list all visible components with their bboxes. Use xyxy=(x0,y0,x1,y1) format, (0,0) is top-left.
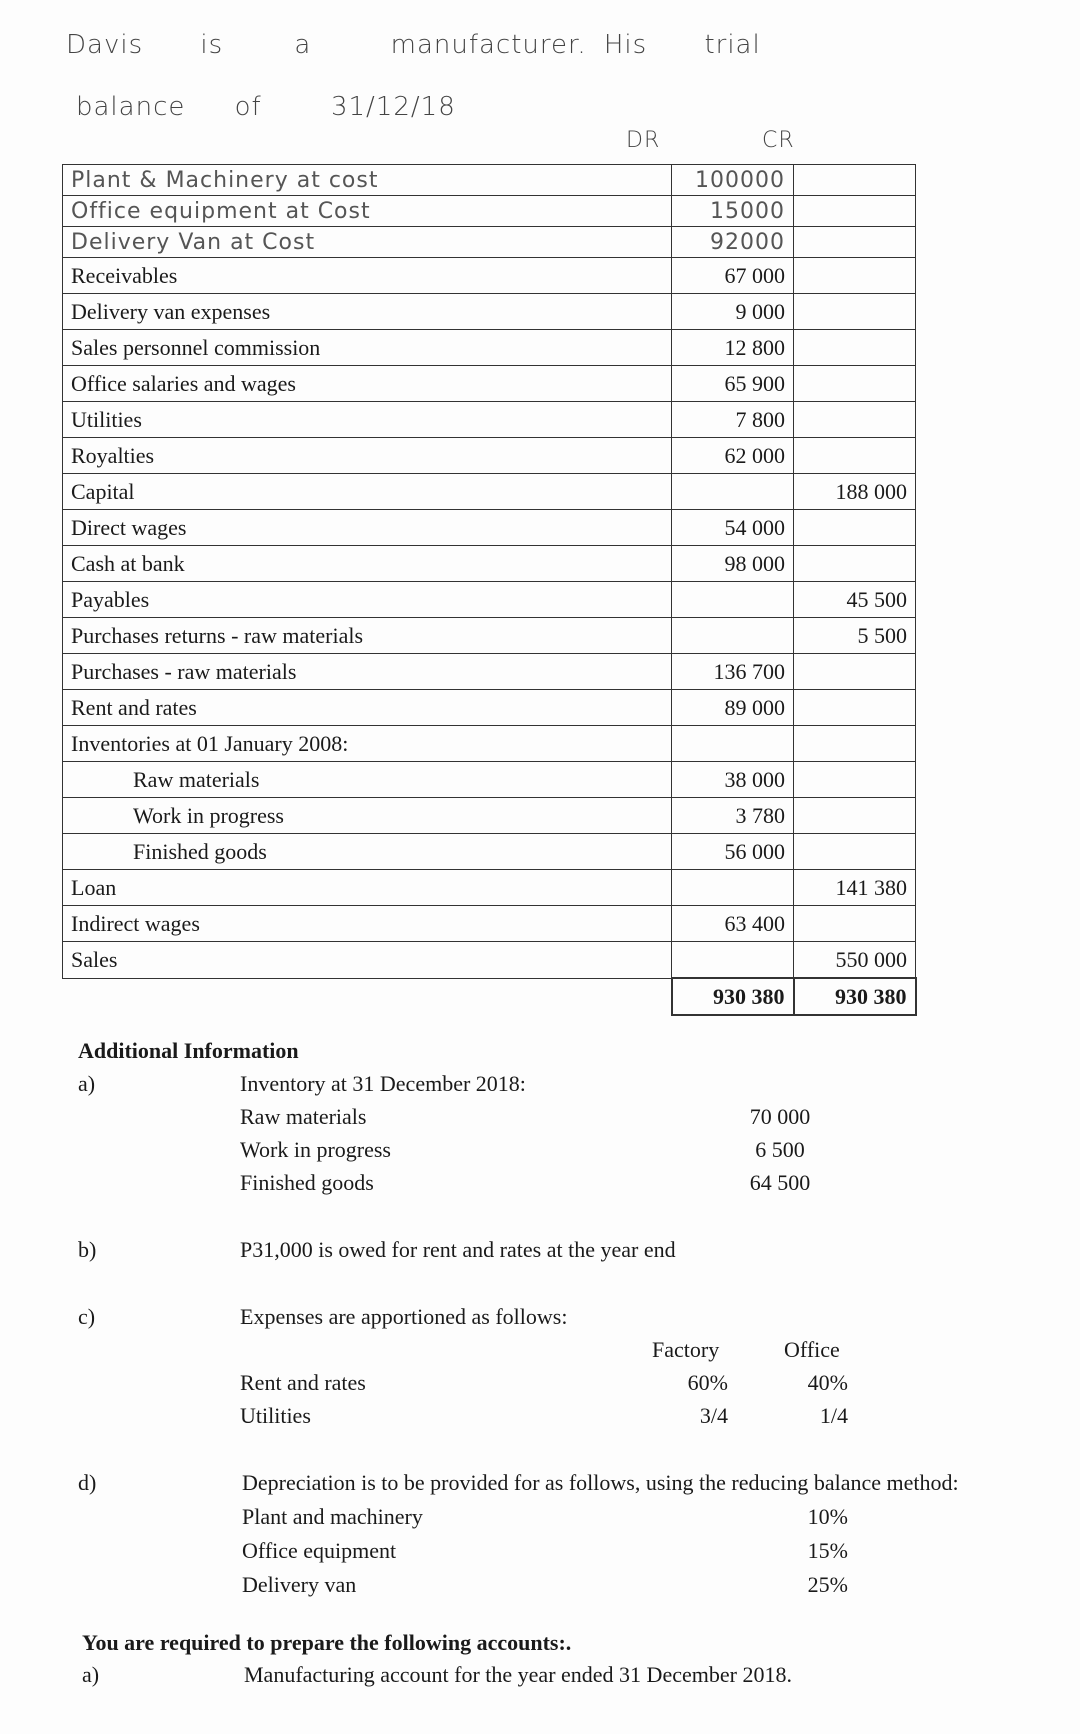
account-name: Finished goods xyxy=(63,834,672,870)
debit-amount: 15000 xyxy=(672,196,794,227)
debit-amount: 7 800 xyxy=(672,402,794,438)
inventory-label: Raw materials xyxy=(240,1104,367,1129)
heading-word: trial xyxy=(704,30,761,60)
item-marker: c) xyxy=(78,1304,96,1329)
account-name: Indirect wages xyxy=(63,906,672,942)
table-row xyxy=(63,510,916,546)
heading-word: manufacturer. xyxy=(390,30,587,60)
debit-amount: 89 000 xyxy=(672,690,794,726)
heading-line-1 xyxy=(66,30,761,60)
credit-amount xyxy=(794,227,916,258)
debit-amount xyxy=(672,582,794,618)
debit-amount: 38 000 xyxy=(672,762,794,798)
depreciation-rate: 25% xyxy=(807,1572,848,1597)
inventory-value: 6 500 xyxy=(755,1137,805,1162)
debit-amount: 100000 xyxy=(672,165,794,196)
debit-amount xyxy=(672,726,794,762)
asset-label: Plant and machinery xyxy=(242,1504,423,1529)
credit-amount: 141 380 xyxy=(794,870,916,906)
asset-label: Delivery van xyxy=(242,1572,357,1597)
account-name: Direct wages xyxy=(63,510,672,546)
credit-amount xyxy=(794,330,916,366)
account-name: Sales xyxy=(63,942,672,979)
heading-word: is xyxy=(200,30,224,60)
expense-label: Utilities xyxy=(240,1403,311,1428)
totals-row xyxy=(63,978,916,1015)
account-name: Plant & Machinery at cost xyxy=(63,165,672,196)
account-name: Receivables xyxy=(63,258,672,294)
table-row xyxy=(63,474,916,510)
account-name: Payables xyxy=(63,582,672,618)
credit-amount xyxy=(794,690,916,726)
item-marker: a) xyxy=(78,1071,96,1096)
table-row xyxy=(63,258,916,294)
debit-amount xyxy=(672,474,794,510)
debit-amount: 63 400 xyxy=(672,906,794,942)
depreciation-rate: 10% xyxy=(807,1504,848,1529)
additional-info-title: Additional Information xyxy=(78,1038,299,1063)
account-name: Utilities xyxy=(63,402,672,438)
heading-word: His xyxy=(603,30,648,60)
account-name: Raw materials xyxy=(63,762,672,798)
debit-amount: 62 000 xyxy=(672,438,794,474)
item-marker: a) xyxy=(82,1662,100,1687)
debit-amount xyxy=(672,942,794,979)
credit-amount xyxy=(794,726,916,762)
heading-word: of xyxy=(234,92,262,122)
table-row xyxy=(63,834,916,870)
table-row xyxy=(63,690,916,726)
debit-amount: 54 000 xyxy=(672,510,794,546)
heading-word: balance xyxy=(76,92,186,122)
table-row xyxy=(63,402,916,438)
credit-amount xyxy=(794,438,916,474)
apportion-text: Expenses are apportioned as follows: xyxy=(240,1304,568,1329)
credit-amount xyxy=(794,294,916,330)
table-row xyxy=(63,330,916,366)
table-row xyxy=(63,366,916,402)
account-name: Office salaries and wages xyxy=(63,366,672,402)
blank-cell xyxy=(63,978,672,1015)
table-row xyxy=(63,798,916,834)
item-marker: d) xyxy=(78,1470,97,1495)
debit-total: 930 380 xyxy=(672,978,794,1015)
table-row xyxy=(63,546,916,582)
inventory-value: 70 000 xyxy=(749,1104,811,1129)
table-row xyxy=(63,654,916,690)
cr-header: CR xyxy=(762,128,795,153)
table-row xyxy=(63,726,916,762)
heading-word: Davis xyxy=(66,30,144,60)
credit-amount xyxy=(794,366,916,402)
credit-amount xyxy=(794,798,916,834)
heading-word: a xyxy=(294,30,312,60)
account-name: Delivery Van at Cost xyxy=(63,227,672,258)
expense-label: Rent and rates xyxy=(240,1370,366,1395)
credit-amount: 5 500 xyxy=(794,618,916,654)
required-title: You are required to prepare the following accounts:. xyxy=(82,1630,572,1655)
table-row xyxy=(63,582,916,618)
inventory-value: 64 500 xyxy=(749,1170,811,1195)
debit-amount xyxy=(672,870,794,906)
account-name: Purchases returns - raw materials xyxy=(63,618,672,654)
depreciation-text: Depreciation is to be provided for as follows, using the reducing balance method: xyxy=(242,1470,959,1495)
account-name: Royalties xyxy=(63,438,672,474)
credit-amount xyxy=(794,510,916,546)
heading-word: 31/12/18 xyxy=(330,92,456,122)
table-row xyxy=(63,165,916,196)
credit-amount xyxy=(794,654,916,690)
credit-amount xyxy=(794,258,916,294)
table-row xyxy=(63,294,916,330)
credit-total: 930 380 xyxy=(794,978,916,1015)
credit-amount: 45 500 xyxy=(794,582,916,618)
credit-amount xyxy=(794,196,916,227)
account-name: Inventories at 01 January 2008: xyxy=(63,726,672,762)
credit-amount xyxy=(794,834,916,870)
debit-amount: 65 900 xyxy=(672,366,794,402)
account-name: Cash at bank xyxy=(63,546,672,582)
depreciation-rate: 15% xyxy=(807,1538,848,1563)
office-share: 40% xyxy=(807,1370,848,1395)
credit-amount xyxy=(794,762,916,798)
inventory-label: Work in progress xyxy=(240,1137,391,1162)
table-row xyxy=(63,942,916,979)
debit-amount: 67 000 xyxy=(672,258,794,294)
credit-amount xyxy=(794,402,916,438)
table-row xyxy=(63,618,916,654)
office-header: Office xyxy=(784,1337,840,1362)
table-row xyxy=(63,870,916,906)
debit-amount: 3 780 xyxy=(672,798,794,834)
account-name: Sales personnel commission xyxy=(63,330,672,366)
table-row xyxy=(63,227,916,258)
debit-amount: 92000 xyxy=(672,227,794,258)
table-row xyxy=(63,196,916,227)
dr-header: DR xyxy=(626,128,661,153)
rent-owed-text: P31,000 is owed for rent and rates at the year end xyxy=(240,1237,676,1262)
required-account-text: Manufacturing account for the year ended 31 December 2018. xyxy=(244,1662,792,1687)
account-name: Office equipment at Cost xyxy=(63,196,672,227)
credit-amount: 550 000 xyxy=(794,942,916,979)
table-row xyxy=(63,906,916,942)
heading-line-2 xyxy=(76,92,456,122)
credit-amount: 188 000 xyxy=(794,474,916,510)
debit-amount: 136 700 xyxy=(672,654,794,690)
credit-amount xyxy=(794,165,916,196)
debit-amount: 56 000 xyxy=(672,834,794,870)
inventory-label: Finished goods xyxy=(240,1170,374,1195)
trial-balance-table xyxy=(62,164,917,1016)
debit-amount xyxy=(672,618,794,654)
account-name: Capital xyxy=(63,474,672,510)
factory-share: 3/4 xyxy=(699,1403,728,1428)
account-name: Loan xyxy=(63,870,672,906)
credit-amount xyxy=(794,906,916,942)
debit-amount: 98 000 xyxy=(672,546,794,582)
account-name: Delivery van expenses xyxy=(63,294,672,330)
debit-amount: 9 000 xyxy=(672,294,794,330)
table-row xyxy=(63,438,916,474)
table-row xyxy=(63,762,916,798)
factory-header: Factory xyxy=(652,1337,720,1362)
asset-label: Office equipment xyxy=(242,1538,397,1563)
item-marker: b) xyxy=(78,1237,97,1262)
office-share: 1/4 xyxy=(819,1403,848,1428)
account-name: Purchases - raw materials xyxy=(63,654,672,690)
inventory-heading: Inventory at 31 December 2018: xyxy=(240,1071,526,1096)
account-name: Work in progress xyxy=(63,798,672,834)
credit-amount xyxy=(794,546,916,582)
account-name: Rent and rates xyxy=(63,690,672,726)
factory-share: 60% xyxy=(687,1370,728,1395)
debit-amount: 12 800 xyxy=(672,330,794,366)
